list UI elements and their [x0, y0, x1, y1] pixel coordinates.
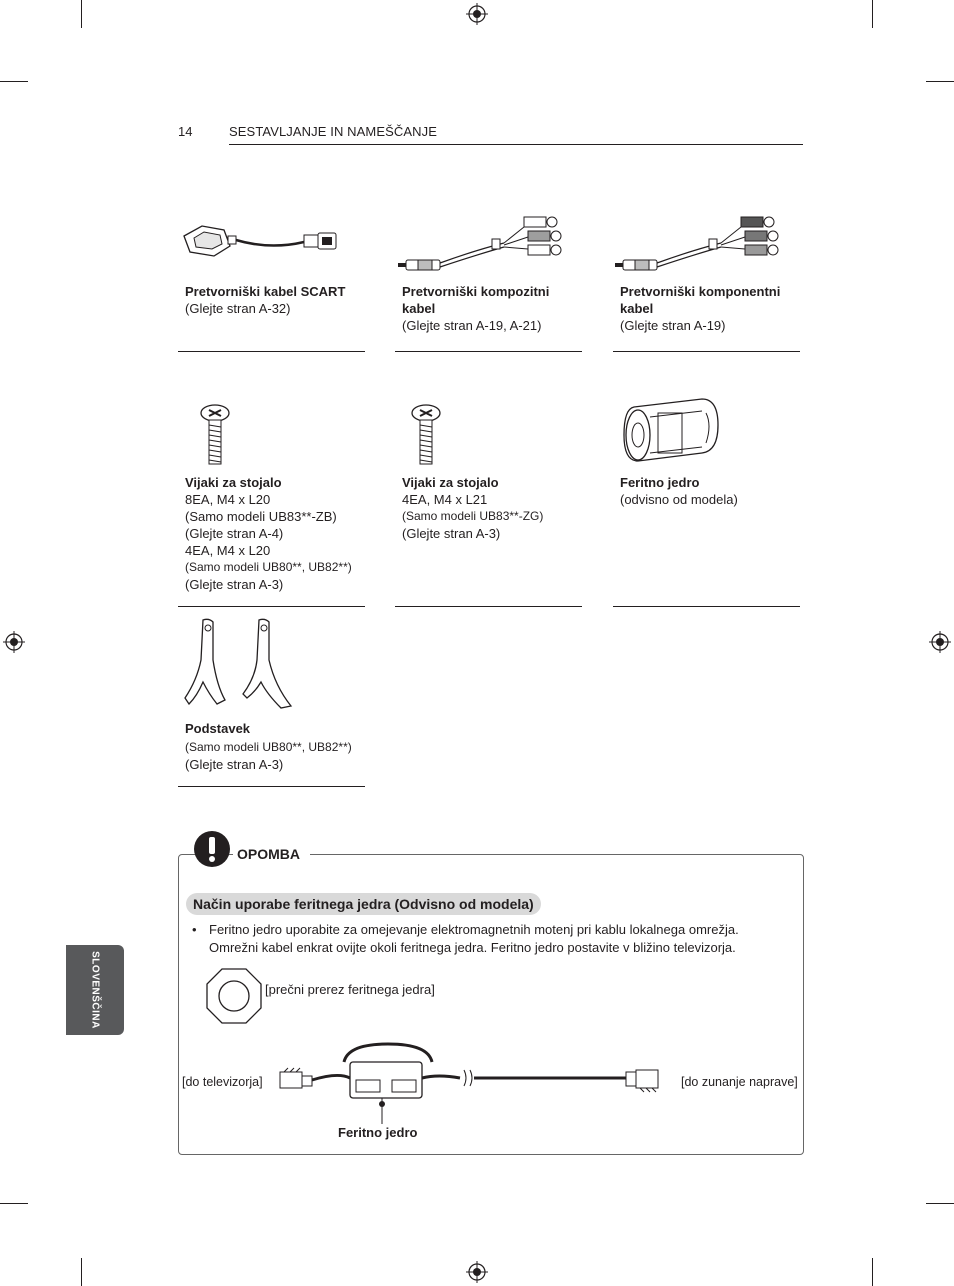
bullet-text: Omrežni kabel enkrat ovijte okoli feritnega jedra. Feritno jedro postavite v bližino televizorja. — [209, 940, 736, 955]
item-title: Pretvorniški kompozitni — [402, 284, 550, 299]
item-line: (Glejte stran A-4) — [185, 526, 284, 541]
item-line: (Glejte stran A-19, A-21) — [402, 318, 542, 333]
divider — [613, 606, 800, 607]
item-line: 4EA, M4 x L21 — [402, 492, 488, 507]
crop-mark — [872, 1258, 873, 1286]
item-line-small: (Samo modeli UB83**-ZG) — [402, 509, 544, 523]
note-title: OPOMBA — [233, 846, 310, 862]
item-line: (Glejte stran A-3) — [185, 757, 284, 772]
crop-mark — [926, 81, 954, 82]
item-line: (Glejte stran A-19) — [620, 318, 726, 333]
divider — [178, 351, 365, 352]
registration-mark-icon — [466, 3, 488, 25]
item-title: Pretvorniški kabel SCART — [185, 284, 346, 299]
to-tv-label: [do televizorja] — [182, 1075, 263, 1089]
item-line: 8EA, M4 x L20 — [185, 492, 271, 507]
item-line: (Glejte stran A-3) — [185, 577, 284, 592]
warning-icon — [193, 830, 231, 868]
item-line: (odvisno od modela) — [620, 492, 738, 507]
rj45-plug-icon — [280, 1068, 312, 1088]
bullet-text: Feritno jedro uporabite za omejevanje elektromagnetnih motenj pri kablu lokalnega omrežja. — [209, 922, 739, 937]
item-line: (Glejte stran A-32) — [185, 301, 291, 316]
page-title: SESTAVLJANJE IN NAMEŠČANJE — [229, 124, 437, 139]
crop-mark — [81, 0, 82, 28]
to-device-label: [do zunanje naprave] — [681, 1075, 798, 1089]
ferrite-core-label: Feritno jedro — [338, 1125, 418, 1140]
divider — [613, 351, 800, 352]
page-number: 14 — [178, 124, 193, 139]
screw-icon — [409, 403, 443, 467]
note-heading: Način uporabe feritnega jedra (Odvisno od modela) — [186, 893, 541, 915]
item-title: kabel — [402, 301, 436, 316]
language-tab — [66, 945, 124, 1035]
crop-mark — [0, 81, 28, 82]
item-line-small: (Samo modeli UB80**, UB82**) — [185, 560, 352, 574]
bullet-dot: • — [192, 922, 197, 937]
divider — [395, 606, 582, 607]
item-stand-screws-2 — [402, 474, 589, 542]
rj45-plug-icon — [626, 1070, 658, 1092]
item-composite-cable — [402, 283, 589, 334]
cable-diagram — [268, 1042, 682, 1136]
item-line: 4EA, M4 x L20 — [185, 543, 271, 558]
header-rule — [229, 144, 803, 145]
registration-mark-icon — [929, 631, 951, 653]
stand-icon — [183, 616, 295, 714]
composite-cable-icon — [396, 205, 570, 275]
item-title: Podstavek — [185, 721, 251, 736]
registration-mark-icon — [466, 1261, 488, 1283]
item-stand — [185, 720, 372, 773]
crop-mark — [81, 1258, 82, 1286]
crop-mark — [872, 0, 873, 28]
ferrite-core-icon — [620, 395, 722, 469]
item-title: Vijaki za stojalo — [402, 475, 499, 490]
item-title: Pretvorniški komponentni — [620, 284, 781, 299]
language-tab-label: SLOVENŠČINA — [89, 951, 101, 1029]
divider — [178, 606, 365, 607]
crop-mark — [926, 1203, 954, 1204]
item-line-small: (Samo modeli UB80**, UB82**) — [185, 740, 352, 754]
component-cable-icon — [613, 205, 787, 275]
cross-section-label: [prečni prerez feritnega jedra] — [265, 982, 435, 997]
registration-mark-icon — [3, 631, 25, 653]
item-title: kabel — [620, 301, 654, 316]
divider — [178, 786, 365, 787]
item-stand-screws-1 — [185, 474, 372, 593]
divider — [395, 351, 582, 352]
ferrite-cross-section-icon — [205, 967, 263, 1025]
item-ferrite-core — [620, 474, 807, 508]
item-title: Vijaki za stojalo — [185, 475, 282, 490]
item-title: Feritno jedro — [620, 475, 700, 490]
scart-cable-icon — [180, 218, 340, 268]
screw-icon — [198, 403, 232, 467]
item-scart-cable — [185, 283, 372, 317]
crop-mark — [0, 1203, 28, 1204]
item-line: (Glejte stran A-3) — [402, 526, 501, 541]
item-component-cable — [620, 283, 807, 334]
item-line: (Samo modeli UB83**-ZB) — [185, 509, 337, 524]
note-bullet — [192, 921, 752, 957]
